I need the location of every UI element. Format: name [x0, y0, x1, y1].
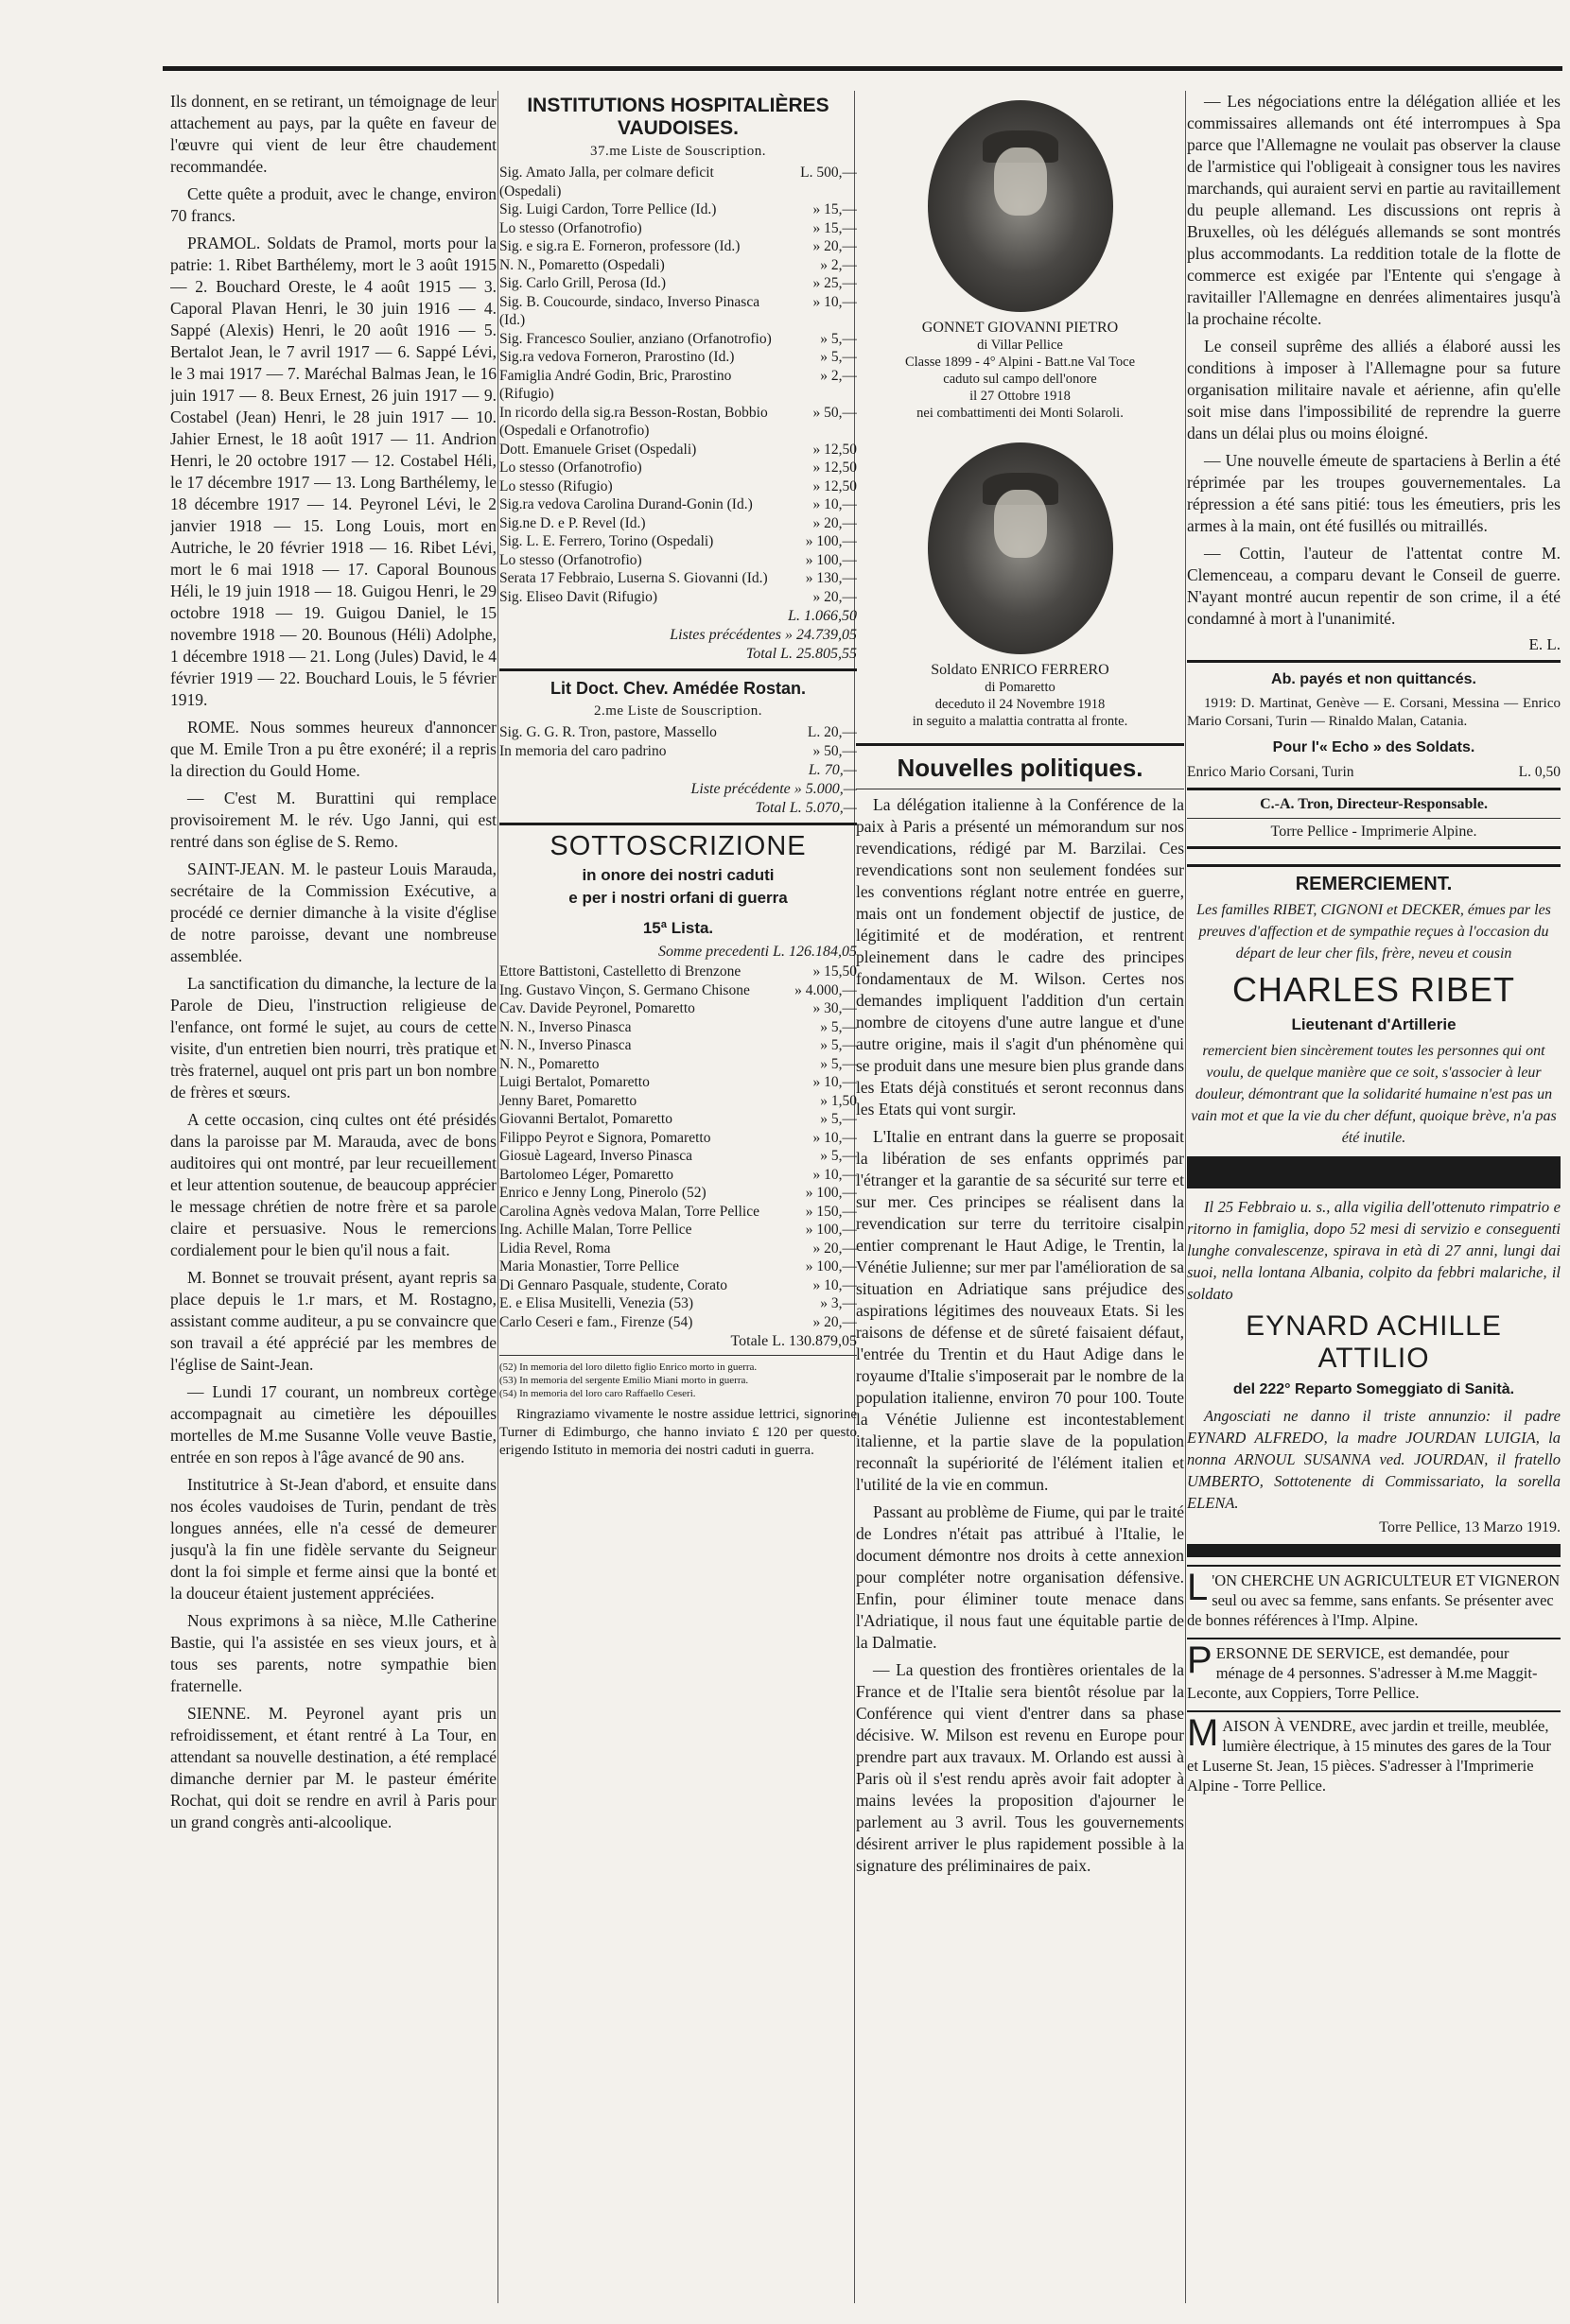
donation-amount: » 15,—: [812, 201, 857, 217]
drop-cap: M: [1187, 1711, 1219, 1754]
article-paragraph: ROME. Nous sommes heureux d'annoncer que M. Emile Tron a pu être exonéré; il a repris la direction du Gould Home.: [170, 718, 497, 780]
portrait-caption: caduto sul campo dell'onore: [943, 372, 1097, 387]
donor-name: Sig. Carlo Grill, Perosa (Id.): [499, 275, 667, 291]
article-paragraph: Institutrice à St-Jean d'abord, et ensuite dans nos écoles vaudoises de Turin, pendant de très longues années, elle n'a cessé de demeurer jusqu'à la fin une fidèle servante du Seigneur dont la foi simple et ferme ainsi que la bonté et la douceur étaient justement appréciées.: [170, 1475, 497, 1603]
donation-amount: » 10,—: [812, 496, 857, 512]
ad-text: AISON À VENDRE, avec jardin et treille, meublée, lumière électrique, à 15 minutes des gares de la Tour et Luserne St. Jean, 15 pièces. S'adresser à l'Imprimerie Alpine - Torre Pellice.: [1187, 1716, 1551, 1795]
list-total: Totale L. 130.879,05: [730, 1333, 857, 1349]
donor-name: Sig. Eliseo Davit (Rifugio): [499, 588, 658, 605]
article-paragraph: Ils donnent, en se retirant, un témoignage de leur attachement au pays, par la quête en faveur de l'œuvre qui vient de leur être chaudement recommandée.: [170, 92, 497, 176]
subscription-row: [499, 367, 857, 404]
subscription-row: [499, 459, 857, 477]
section-rule: [499, 1355, 857, 1356]
donor-name: Dott. Emanuele Griset (Ospedali): [499, 441, 697, 458]
thanks-paragraph: Ringraziamo vivamente le nostre assidue lettrici, signorine Turner di Edimburgo, che hanno inviato £ 120 per questo erigendo Istituto in memoria dei nostri caduti in guerra.: [499, 1407, 857, 1458]
donor-name: Sig.ra vedova Forneron, Prarostino (Id.): [499, 349, 735, 365]
article-paragraph: Le conseil suprême des alliés a élaboré aussi les conditions à imposer à l'Allemagne pour sa future organisation militaire navale et aérienne, afin qu'elle soit mise dans l'impossibilité de reprendre la guerre dans un délai plus ou moins éloigné.: [1187, 337, 1561, 442]
sottoscrizione-subheading: in onore dei nostri caduti: [582, 866, 775, 884]
subscription-row: [499, 441, 857, 460]
donation-amount: » 20,—: [812, 1240, 857, 1257]
footnote: (53) In memoria del sergente Emilio Miani morto in guerra.: [499, 1375, 749, 1386]
donor-name: Di Gennaro Pasquale, studente, Corato: [499, 1276, 728, 1293]
donor-name: E. e Elisa Musitelli, Venezia (53): [499, 1295, 694, 1311]
subscription-row: [499, 532, 857, 551]
column-2: [499, 91, 857, 1466]
donor-name: Carlo Ceseri e fam., Firenze (54): [499, 1313, 693, 1330]
donor-name: Sig. e sig.ra E. Forneron, professore (Id.): [499, 238, 741, 254]
donation-amount: » 20,—: [812, 238, 857, 254]
echo-heading: Pour l'« Echo » des Soldats.: [1272, 739, 1475, 755]
donation-amount: » 20,—: [812, 514, 857, 531]
subscription-row: [499, 1092, 857, 1111]
deceased-unit: del 222° Reparto Someggiato di Sanità.: [1232, 1380, 1515, 1397]
subscription-row: [499, 1313, 857, 1332]
printer-line: Torre Pellice - Imprimerie Alpine.: [1270, 823, 1477, 840]
donor-name: Sig.ra vedova Carolina Durand-Gonin (Id.): [499, 496, 753, 512]
subscription-row: [499, 219, 857, 238]
donor-name: Ing. Gustavo Vinçon, S. Germano Chisone: [499, 981, 750, 998]
donor-name: N. N., Inverso Pinasca: [499, 1018, 632, 1035]
portrait-caption: deceduto il 24 Novembre 1918: [934, 697, 1106, 712]
donor-name: Giovanni Bertalot, Pomaretto: [499, 1111, 672, 1127]
donor-name: Ettore Battistoni, Castelletto di Brenzone: [499, 963, 741, 980]
subscription-row: [499, 1166, 857, 1185]
donor-name: Lidia Revel, Roma: [499, 1240, 611, 1257]
column-divider: [1185, 91, 1186, 2303]
donation-amount: » 3,—: [820, 1295, 857, 1311]
donation-amount: » 12,50: [812, 477, 857, 494]
donation-amount: » 10,—: [812, 1276, 857, 1293]
portrait-caption: Classe 1899 - 4° Alpini - Batt.ne Val Toce: [904, 355, 1136, 370]
portrait-caption: di Pomaretto: [985, 680, 1055, 695]
article-paragraph: SIENNE. M. Peyronel ayant pris un refroidissement, et étant rentré à La Tour, en attendant sa nouvelle destination, a été remplacé dimanche dernier par M. le pasteur émérite Rochat, qui doit se rendre en avril à Paris pour un grand congrès anti-alcoolique.: [170, 1704, 497, 1831]
donation-amount: » 10,—: [812, 1166, 857, 1183]
subscription-row: [499, 256, 857, 275]
donor-name: Serata 17 Febbraio, Luserna S. Giovanni (Id.): [499, 570, 768, 586]
classified-ad: [1187, 1638, 1561, 1703]
donation-amount: » 150,—: [805, 1203, 857, 1220]
donor-name: Enrico Mario Corsani, Turin: [1187, 764, 1354, 780]
soldier-portrait-photo: [928, 442, 1113, 654]
donation-amount: » 12,50: [812, 441, 857, 458]
subscription-row: [499, 293, 857, 330]
subscription-row: [1187, 763, 1561, 782]
column-divider: [497, 91, 498, 2303]
subscription-row: [499, 1036, 857, 1055]
subscription-row: [499, 999, 857, 1018]
subscription-row: [499, 981, 857, 1000]
remerciement-heading: REMERCIEMENT.: [1295, 873, 1453, 894]
donor-name: Sig. Luigi Cardon, Torre Pellice (Id.): [499, 201, 717, 217]
donation-amount: L. 20,—: [807, 724, 857, 740]
donation-amount: » 5,—: [820, 1055, 857, 1072]
donor-name: In ricordo della sig.ra Besson-Rostan, Bobbio (Ospedali e Orfanotrofio): [499, 404, 768, 439]
donation-amount: » 10,—: [812, 1129, 857, 1146]
donor-name: Maria Monastier, Torre Pellice: [499, 1258, 679, 1275]
donation-amount: » 20,—: [812, 1313, 857, 1330]
donor-name: N. N., Inverso Pinasca: [499, 1037, 632, 1053]
donation-amount: » 12,50: [812, 460, 857, 476]
portrait-name: Soldato ENRICO FERRERO: [931, 662, 1109, 678]
ad-text: ERSONNE DE SERVICE, est demandée, pour ménage de 4 personnes. S'adresser à M.me Maggit-Leconte, aux Coppiers, Torre Pellice.: [1187, 1643, 1538, 1702]
donation-amount: » 20,—: [812, 588, 857, 605]
donation-amount: » 4.000,—: [794, 981, 857, 998]
list-subheading: 37.me Liste de Souscription.: [589, 144, 767, 159]
subscriptions-heading: Ab. payés et non quittancés.: [1271, 671, 1476, 687]
donation-amount: » 100,—: [805, 1222, 857, 1238]
institutions-heading: INSTITUTIONS HOSPITALIÈRES VAUDOISES.: [527, 95, 829, 139]
donor-name: Sig. G. G. R. Tron, pastore, Massello: [499, 724, 717, 740]
subscription-list: [499, 963, 857, 1331]
section-rule: [1187, 864, 1561, 867]
donation-amount: » 2,—: [820, 256, 857, 273]
donation-amount: L. 500,—: [800, 165, 857, 181]
list-subheading: 2.me Liste de Souscription.: [593, 703, 763, 719]
section-rule: [1187, 846, 1561, 849]
deceased-name: EYNARD ACHILLE ATTILIO: [1246, 1309, 1502, 1374]
subscription-row: [499, 1147, 857, 1166]
subscription-row: [499, 1240, 857, 1258]
article-paragraph: A cette occasion, cinq cultes ont été présidés dans la paroisse par M. Marauda, avec de bons auditoires qui ont montré, par leur recueillement et leur attention soutenue, de beaucoup apprécier le message chrétien de notre frère et sa parole claire et persuasive. Nous le remercions cordialement pour le bien qu'il nous a fait.: [170, 1110, 497, 1259]
section-rule: [1187, 788, 1561, 790]
article-paragraph: PRAMOL. Soldats de Pramol, morts pour la patrie: 1. Ribet Barthélemy, mort le 3 août 1915 — 2. Bouchard Oreste, le 4 août 1915 — 3. Caporal Plavan Henri, le 30 juin 1916 — 4. Sappé (Alexis) Henri, le 20 août 1916 — 5. Bertalot Jean, le 7 avril 1917 — 6. Sappé Lévi, le 3 mai 1917 — 7. Maréchal Balmas Jean, le 16 juin 1917 — 8. Beux Ernest, 26 juin 1917 — 9. Costabel (Jean) Henri, le 28 juin 1917 — 10. Jahier Ernest, le 18 août 1917 — 11. Andrion Henri, le 20 octobre 1917 — 12. Costabel Héli, le 17 décembre 1917 — 13. Long Barthélemy, le 18 décembre 1917 — 14. Peyronel Lévi, le 2 janvier 1918 — 15. Long Louis, mort en Autriche, le 20 février 1918 — 16. Ribet Lévi, mort le 6 mai 1918 — 17. Caporal Bounous Héli, le 19 juin 1918 — 18. Guigou Henri, le 29 octobre 1918 — 19. Guigou Daniel, le 15 novembre 1918 — 20. Bounous (Héli) Adolphe, 1 décembre 1918 — 21. Long (Jules) David, le 4 février 1919 — 22. Bouchard Louis, le 5 février 1919.: [170, 234, 497, 709]
subscription-row: [499, 551, 857, 570]
subscription-row: [499, 274, 857, 293]
list-total: Total L. 5.070,—: [755, 800, 857, 816]
remerciement-text: remercient bien sincèrement toutes les personnes qui ont voulu, de quelque manière que ce soit, s'associer à leur douleur, démontrant que la solidarité humaine n'est pas un vain mot et que la vie du cher défunt, quoique brève, n'a pas été inutile.: [1191, 1042, 1557, 1146]
list-number: 15ª Lista.: [642, 919, 714, 937]
donation-amount: » 2,—: [820, 367, 857, 384]
donation-amount: » 100,—: [805, 551, 857, 568]
donor-name: Filippo Peyrot e Signora, Pomaretto: [499, 1129, 711, 1146]
subscription-row: [499, 477, 857, 496]
portrait-caption: nei combattimenti dei Monti Solaroli.: [916, 406, 1124, 421]
donor-name: Ing. Achille Malan, Torre Pellice: [499, 1222, 692, 1238]
donor-name: Jenny Baret, Pomaretto: [499, 1092, 637, 1109]
donor-name: Giosuè Lageard, Inverso Pinasca: [499, 1148, 693, 1164]
list-sum: L. 70,—: [808, 762, 857, 778]
subscription-list: [499, 164, 857, 606]
sottoscrizione-heading: SOTTOSCRIZIONE: [550, 831, 807, 861]
subscription-row: [499, 742, 857, 761]
list-previous: Somme precedenti L. 126.184,05: [657, 944, 857, 960]
deceased-name: CHARLES RIBET: [1231, 969, 1516, 1009]
article-paragraph: — Les négociations entre la délégation alliée et les commissaires allemands ont été interrompues à Spa parce que l'Allemagne ne voulait pas observer la clause de l'armistice qui l'obligeait à consigner tous les navires marchands, qui auraient servi en partie au ravitaillement du peuple allemand. Les discussions ont repris à Bruxelles, où les délégués allemands se sont montrés plus accommodants. La reddition totale de la flotte de commerce est exigée par l'Entente qui s'engage à ravitailler l'Allemagne en denrées alimentaires jusqu'à la prochaine récolte.: [1187, 92, 1561, 328]
footnote: (54) In memoria del loro caro Raffaello Ceseri.: [499, 1388, 696, 1399]
article-paragraph: Cette quête a produit, avec le change, environ 70 francs.: [170, 184, 497, 225]
section-rule: [499, 823, 857, 825]
donor-name: Luigi Bertalot, Pomaretto: [499, 1074, 650, 1090]
ad-text: 'ON CHERCHE UN AGRICULTEUR ET VIGNERON seul ou avec sa femme, sans enfants. Se présenter avec de bonnes références à l'Imp. Alpine.: [1187, 1570, 1561, 1629]
article-paragraph: M. Bonnet se trouvait présent, ayant repris sa place depuis le 1.r mars, et M. Rostagno, assistant comme auditeur, a pu se convaincre que son travail a été apprécié par les membres de l'église de Saint-Jean.: [170, 1268, 497, 1374]
footnote: (52) In memoria del loro diletto figlio Enrico morto in guerra.: [499, 1361, 758, 1373]
mourning-band: [1187, 1544, 1561, 1557]
classified-ad: [1187, 1710, 1561, 1795]
donation-amount: » 100,—: [805, 533, 857, 549]
donor-name: Lo stesso (Orfanotrofio): [499, 219, 642, 236]
subscription-row: [499, 1184, 857, 1203]
list-previous: Liste précédente » 5.000,—: [690, 781, 857, 797]
donation-amount: » 130,—: [805, 570, 857, 586]
article-paragraph: La sanctification du dimanche, la lecture de la Parole de Dieu, l'instruction religieuse de l'enfance, ont formé le sujet, au cours de cette visite, d'un entretien bien nourri, très pratique et très fraternel, auquel ont pris part un bon nombre de frères et sœurs.: [170, 974, 497, 1101]
donor-name: Cav. Davide Peyronel, Pomaretto: [499, 1000, 695, 1016]
lit-heading: Lit Doct. Chev. Amédée Rostan.: [550, 679, 807, 698]
donor-name: Sig.ne D. e P. Revel (Id.): [499, 514, 646, 531]
donation-amount: L. 0,50: [1518, 764, 1561, 780]
subscription-row: [499, 1294, 857, 1313]
subscriptions-text: 1919: D. Martinat, Genève — E. Corsani, Messina — Enrico Mario Corsani, Turin — Rinaldo Malan, Catania.: [1187, 696, 1561, 729]
donor-name: Sig. L. E. Ferrero, Torino (Ospedali): [499, 533, 714, 549]
subscription-row: [499, 1055, 857, 1074]
subscription-row: [499, 1073, 857, 1092]
portrait-caption: di Villar Pellice: [977, 338, 1063, 353]
section-rule: [1187, 660, 1561, 663]
drop-cap: P: [1187, 1639, 1212, 1681]
subscription-list: [499, 723, 857, 760]
donation-amount: » 100,—: [805, 1185, 857, 1201]
donation-amount: » 50,—: [812, 742, 857, 759]
donor-name: Sig. Amato Jalla, per colmare deficit (Ospedali): [499, 165, 714, 199]
subscription-row: [499, 1257, 857, 1276]
subscription-row: [499, 495, 857, 514]
article-paragraph: L'Italie en entrant dans la guerre se proposait la libération de ses enfants opprimés par l'étranger et la garantie de sa sécurité sur terre et sur mer. Ces principes se réalisent dans la revendication sur terre du territoire cisalpin entier comprenant le Haut Adige, le Trentin, la Vénétie Julienne; sur mer par l'amélioration de sa situation en Adriatique sans préjudice des aspirations légitimes des nouveaux Etats. Si les raisons de défense et de sûreté faisaient défaut, l'entrée du Trentin et du Haut Adige dans le royaume d'Italie s'imposerait par le nombre de la population italienne, environ 70 pour 100. Toute la Vénétie Julienne est incontestablement italienne, et la partie slave de la population reconnaît la supériorité de l'élément italien et l'utilité de la vie en commun.: [856, 1127, 1184, 1494]
donation-amount: » 50,—: [812, 404, 857, 421]
donation-amount: » 5,—: [820, 1018, 857, 1035]
portrait-caption: il 27 Ottobre 1918: [969, 389, 1071, 404]
subscription-row: [499, 348, 857, 367]
column-4: [1187, 91, 1561, 1795]
obituary-text: Il 25 Febbraio u. s., alla vigilia dell'ottenuto rimpatrio e ritorno in famiglia, dopo 52 mesi di servizio e conseguenti lunghe convalescenze, spirava in età di 27 anni, lungi dai suoi, nella lontana Albania, colpito da febbri malariche, il soldato: [1187, 1197, 1561, 1303]
subscription-row: [499, 514, 857, 533]
subscription-row: [499, 1221, 857, 1240]
article-paragraph: — Une nouvelle émeute de spartaciens à Berlin a été réprimée par les troupes gouvernementales. La répression a été sans pitié: tous les émeutiers, pris les armes à la main, ont été fusillés ou mitraillés.: [1187, 451, 1561, 535]
article-paragraph: — La question des frontières orientales de la France et de l'Italie sera bientôt résolue par la Conférence qui vient d'entrer dans sa phase décisive. W. Milson est revenu en Europe pour prendre part aux travaux. M. Orlando est aussi à Paris où il s'est rendu après avoir fait adopter à mains levées la proposition d'ajourner le parlement au 3 avril. Tous les gouvernements désirent arriver le plus rapidement possible à la signature des préliminaires de paix.: [856, 1660, 1184, 1875]
donor-name: Sig. Francesco Soulier, anziano (Orfanotrofio): [499, 330, 772, 347]
mourning-band: [1187, 1156, 1561, 1188]
subscription-row: [499, 1276, 857, 1295]
remerciement-text: Les familles RIBET, CIGNONI et DECKER, émues par les preuves d'affection et de sympathie reçues à l'occasion du départ de leur cher fils, frère, neveu et cousin: [1196, 901, 1551, 962]
donor-name: Sig. B. Coucourde, sindaco, Inverso Pinasca (Id.): [499, 293, 760, 328]
donation-amount: » 5,—: [820, 349, 857, 365]
subscription-row: [499, 200, 857, 219]
obituary-text: Angosciati ne danno il triste annunzio: il padre EYNARD ALFREDO, la madre JOURDAN LUIGIA, la nonna ARNOUL SUSANNA ved. JOURDAN, il fratello UMBERTO, Sottotenente di Commissariato, la sorella ELENA.: [1187, 1406, 1561, 1512]
donor-name: N. N., Pomaretto (Ospedali): [499, 256, 665, 273]
donation-amount: » 25,—: [812, 275, 857, 291]
donor-name: Enrico e Jenny Long, Pinerolo (52): [499, 1185, 706, 1201]
article-signature: E. L.: [1528, 635, 1561, 653]
list-total: Total L. 25.805,55: [745, 646, 857, 662]
donation-amount: » 5,—: [820, 1037, 857, 1053]
top-rule: [163, 66, 1562, 71]
sottoscrizione-subheading: e per i nostri orfani di guerra: [568, 889, 788, 907]
deceased-rank: Lieutenant d'Artillerie: [1291, 1015, 1457, 1033]
donation-amount: » 5,—: [820, 1148, 857, 1164]
donor-name: Lo stesso (Orfanotrofio): [499, 460, 642, 476]
politics-heading: Nouvelles politiques.: [897, 754, 1143, 782]
article-paragraph: Nous exprimons à sa nièce, M.lle Catherine Bastie, qui l'a assistée en ses vieux jours, et à tous ses parents, notre sympathie bien fraternelle.: [170, 1611, 497, 1695]
donation-amount: » 15,50: [812, 963, 857, 980]
article-paragraph: Passant au problème de Fiume, qui par le traité de Londres n'était pas attribué à l'Italie, le document démontre nos droits à cette annexion pour compléter notre organisation défensive. Enfin, pour éliminer toute menace dans l'Adriatique, il nous faut une équitable partie de la Dalmatie.: [856, 1502, 1184, 1652]
donor-name: In memoria del caro padrino: [499, 742, 667, 759]
subscription-row: [499, 1129, 857, 1148]
donor-name: N. N., Pomaretto: [499, 1055, 600, 1072]
subscription-row: [499, 723, 857, 742]
article-paragraph: — C'est M. Burattini qui remplace provisoirement M. le rév. Ugo Janni, qui est rentré dans son église de S. Remo.: [170, 789, 497, 851]
subscription-row: [499, 1110, 857, 1129]
donation-amount: » 10,—: [812, 1074, 857, 1090]
subscription-row: [499, 1203, 857, 1222]
article-paragraph: — Cottin, l'auteur de l'attentat contre M. Clemenceau, a comparu devant le Conseil de guerre. N'ayant montré aucun repentir de son crime, il a été condamné à mort à l'unanimité.: [1187, 544, 1561, 628]
section-rule: [499, 668, 857, 671]
column-3: [856, 91, 1184, 1882]
donor-name: Carolina Agnès vedova Malan, Torre Pellice: [499, 1203, 759, 1220]
subscription-row: [499, 404, 857, 441]
article-paragraph: — Lundi 17 courant, un nombreux cortège accompagnait au cimetière les dépouilles mortelles de M.me Susanne Volle veuve Bastie, entrée en son repos à l'âge avancé de 90 ans.: [170, 1382, 497, 1466]
donor-name: Lo stesso (Rifugio): [499, 477, 613, 494]
donor-name: Lo stesso (Orfanotrofio): [499, 551, 642, 568]
subscription-row: [499, 963, 857, 981]
obituary-place-date: Torre Pellice, 13 Marzo 1919.: [1379, 1518, 1561, 1535]
classified-ad: [1187, 1565, 1561, 1630]
subscription-row: [499, 237, 857, 256]
donation-amount: » 5,—: [820, 1111, 857, 1127]
article-paragraph: SAINT-JEAN. M. le pasteur Louis Marauda, secrétaire de la Commission Exécutive, a procédé ce dernier dimanche à la visite d'église de notre paroisse, devant une nombreuse assemblée.: [170, 859, 497, 965]
donor-name: Famiglia André Godin, Bric, Prarostino (Rifugio): [499, 367, 732, 402]
subscription-row: [499, 330, 857, 349]
subscription-row: [499, 588, 857, 607]
donation-amount: » 5,—: [820, 330, 857, 347]
drop-cap: L: [1187, 1566, 1209, 1608]
donor-name: Bartolomeo Léger, Pomaretto: [499, 1166, 674, 1183]
donation-amount: » 100,—: [805, 1258, 857, 1275]
list-previous: Listes précédentes » 24.739,05: [670, 627, 857, 643]
portrait-caption: in seguito a malattia contratta al fronte.: [912, 714, 1128, 729]
subscription-row: [499, 569, 857, 588]
article-paragraph: La délégation italienne à la Conférence de la paix à Paris a présenté un mémorandum sur nos revendications, rédigé par M. Barzilai. Ces revendications sont non seulement fondées sur les conventions réglant notre entrée en guerre, mais ont un fondement objectif de justice, de légitimité et de modération, et rentrent pleinement dans le cadre des principes fondamentaux de M. Wilson. Certes nos demandes impliquent l'addition d'un certain nombre de citoyens d'une autre langue et d'une autre origine, mais il s'agit d'un phénomène qui se produit dans une mesure bien plus grande dans les Etats déjà constitués et seront reconnus dans les Etats qui vont surgir.: [856, 795, 1184, 1119]
column-1: [170, 91, 497, 1839]
portrait-name: GONNET GIOVANNI PIETRO: [921, 320, 1119, 336]
list-sum: L. 1.066,50: [788, 608, 857, 624]
donation-amount: » 15,—: [812, 219, 857, 236]
donation-amount: » 10,—: [812, 293, 857, 310]
donation-amount: » 30,—: [812, 1000, 857, 1016]
subscription-row: [499, 164, 857, 200]
soldier-portrait-photo: [928, 100, 1113, 312]
section-rule: [856, 743, 1184, 746]
director-line: C.-A. Tron, Directeur-Responsable.: [1260, 795, 1488, 812]
subscription-row: [499, 1018, 857, 1037]
section-rule: [1187, 818, 1561, 819]
donation-amount: » 1,50: [820, 1092, 857, 1109]
